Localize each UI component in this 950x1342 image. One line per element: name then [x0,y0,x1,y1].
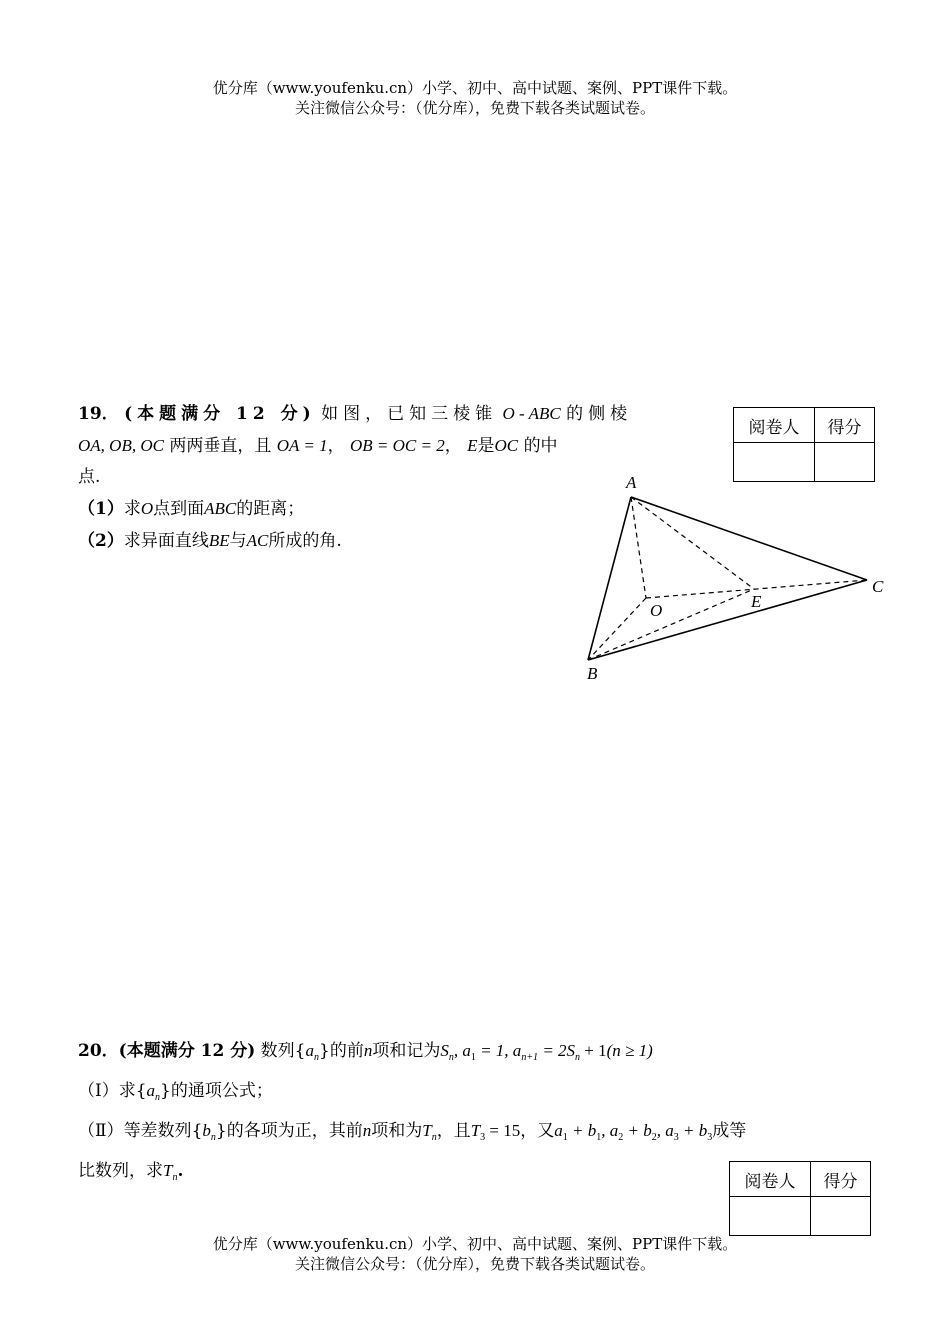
q19-oa: OA = 1 [276,436,328,455]
q19-perp: 两两垂直，且 [169,436,272,456]
q20-p2-num: （Ⅱ） [78,1121,124,1141]
q19-p1-abc: ABC [204,499,237,518]
q19-pyramid: O - ABC [502,404,561,423]
score-header: 得分 [811,1162,871,1197]
q20-cond1-sub: 1 [470,1052,476,1063]
label-c: C [872,577,884,596]
label-e: E [751,592,762,611]
q20-tag: (本题满分 12 分) [118,1041,256,1061]
q19-edges: OA, OB, OC [78,436,164,455]
q20-part-1: （Ⅰ）求$\{a_n\}$的通项公式； [78,1081,273,1103]
q20-seq-sub: 1 [562,1132,568,1143]
q20-tn-final: T [163,1161,173,1180]
segment-ae [631,497,754,589]
q20-line-1: 20．(本题满分 12 分) 数列$\{a_n\}$的前n项和记为$S_n$, $a_1 = 1$, $a_{n+1} = 2S_n + 1(n \ge 1)$ [78,1041,653,1063]
q19-p2-b: 与 [229,531,247,551]
q19-tag: (本题满分 12 分) [124,404,316,424]
q20-bn-sub: n [210,1132,216,1143]
q19-intro2: 的侧棱 [566,404,633,424]
q20-sn-sub: n [448,1052,454,1063]
label-b: B [587,664,598,683]
q20-t1: 数列 [260,1041,295,1061]
q20-seq-sub: 3 [707,1132,713,1143]
q20-seq-term: + b [567,1121,597,1140]
q19-p1-o: O [140,499,154,518]
edge-ac [631,497,867,580]
q20-p2-a: 等差数列 [123,1121,192,1141]
q20-cond2: = 1, a [475,1041,522,1060]
q19-p2-be: BE [208,531,230,550]
q19-p2-num: （2） [78,531,124,551]
q20-cond3-sub: n [575,1052,581,1063]
edge-ab [588,497,631,660]
q19-line-1 [78,398,688,430]
pyramid-figure [570,470,900,685]
edge-bc [588,580,867,660]
header-line-1: 优分库（www.youfenku.cn）小学、初中、高中试题、案例、PPT课件下载。 [212,79,738,97]
q19-p1-b: 点到面 [153,499,205,519]
q20-p2-f: 成等 [712,1121,747,1141]
footer-line-2: 关注微信公众号：（优分库），免费下载各类试题试卷。 [294,1255,655,1273]
q20-p1-a: 求 [118,1081,136,1101]
q20-seq-a: a [554,1121,563,1140]
q20-p1-num: （Ⅰ） [78,1081,119,1101]
q20-seq-term: , a [601,1121,619,1140]
q20-score-table [729,1161,871,1236]
q20-p2-d: ，且 [436,1121,471,1141]
q20-t3-val: = 15 [485,1121,521,1140]
q20-seq-sub: 2 [618,1132,624,1143]
score-header: 得分 [815,408,875,443]
q19-mid: 是 [477,436,495,456]
q20-seq-sub: 3 [673,1132,679,1143]
q19-intro: 如图，已知三棱锥 [321,404,498,424]
q20-p2-e: ，又 [520,1121,555,1141]
segment-be [588,589,754,660]
header-line-2: 关注微信公众号：（优分库），免费下载各类试题试卷。 [294,99,655,117]
q20-an: a [305,1041,314,1060]
q19-line-2: OA, OB, OC 两两垂直，且 OA = 1， OB = OC = 2， E是OC 的中 [78,436,558,456]
footer-line-1: 优分库（www.youfenku.cn）小学、初中、高中试题、案例、PPT课件下载。 [212,1235,738,1253]
q20-p1-b: 的通项公式； [170,1081,273,1101]
q20-p2-c: 项和为 [371,1121,423,1141]
q20-t3: T [470,1121,481,1140]
q20-cond5: (n ≥ 1) [606,1041,653,1060]
edge-ao [631,497,646,598]
q20-part-2: （Ⅱ）等差数列$\{b_n\}$的各项为正，其前n项和为$T_n$，且$T_3 = 15$，又$a_1 + b_1$, $a_2 + b_2$, $a_3 + b_3$成等 [78,1121,747,1143]
score-cell[interactable] [811,1197,871,1236]
q19-p2-c: 所成的角. [268,531,342,551]
q20-n: n [363,1041,373,1060]
q20-cond2-sub: n+1 [521,1052,539,1063]
q19-line-3: 点. [78,467,101,487]
q19-p1-num: （1） [78,499,124,519]
label-o: O [650,601,663,620]
q20-sn: S [440,1041,449,1060]
page-footer [0,1234,950,1274]
q20-seq-term: + b [623,1121,652,1140]
q19-ob-oc: OB = OC = 2 [350,436,445,455]
q20-t3-sub: 3 [480,1132,486,1143]
q20-cond1: , a [453,1041,471,1060]
q20-tn: T [422,1121,432,1140]
q20-cond4: + 1 [580,1041,607,1060]
q20-t2: 的前 [329,1041,364,1061]
q20-p1-an-sub: n [155,1092,161,1103]
q20-seq-sub: 2 [651,1132,657,1143]
q19-mid2: 的中 [523,436,558,456]
reviewer-cell[interactable] [730,1197,811,1236]
label-a: A [626,473,637,492]
q20-p2-n: n [362,1121,372,1140]
q20-p2-end: . [177,1161,184,1181]
q20-p2-g: 比数列，求 [78,1161,163,1181]
reviewer-header: 阅卷人 [730,1162,811,1197]
q19-e: E [467,436,478,455]
q20-bn: b [202,1121,211,1140]
q19-p1-c: 的距离； [236,499,305,519]
q19-p2-ac: AC [246,531,269,550]
q20-cond3: = 2S [538,1041,576,1060]
q19-p1-a: 求 [123,499,141,519]
q20-seq-term: + b [678,1121,708,1140]
q20-p1-an: a [146,1081,156,1100]
q19-number: 19． [78,404,119,424]
q20-number: 20． [78,1041,119,1061]
q19-oc: OC [494,436,519,455]
q20-an-sub: n [314,1052,319,1063]
q20-seq-sub: 1 [596,1132,602,1143]
q20-seq-term: , a [656,1121,674,1140]
q19-p2-a: 求异面直线 [123,531,209,551]
q20-tn-final-sub: n [172,1172,178,1183]
q20-t3: 项和记为 [372,1041,441,1061]
q20-tn-sub: n [431,1132,437,1143]
reviewer-header: 阅卷人 [734,408,815,443]
page-header [0,78,950,118]
q20-p2-b: 的各项为正，其前 [226,1121,363,1141]
